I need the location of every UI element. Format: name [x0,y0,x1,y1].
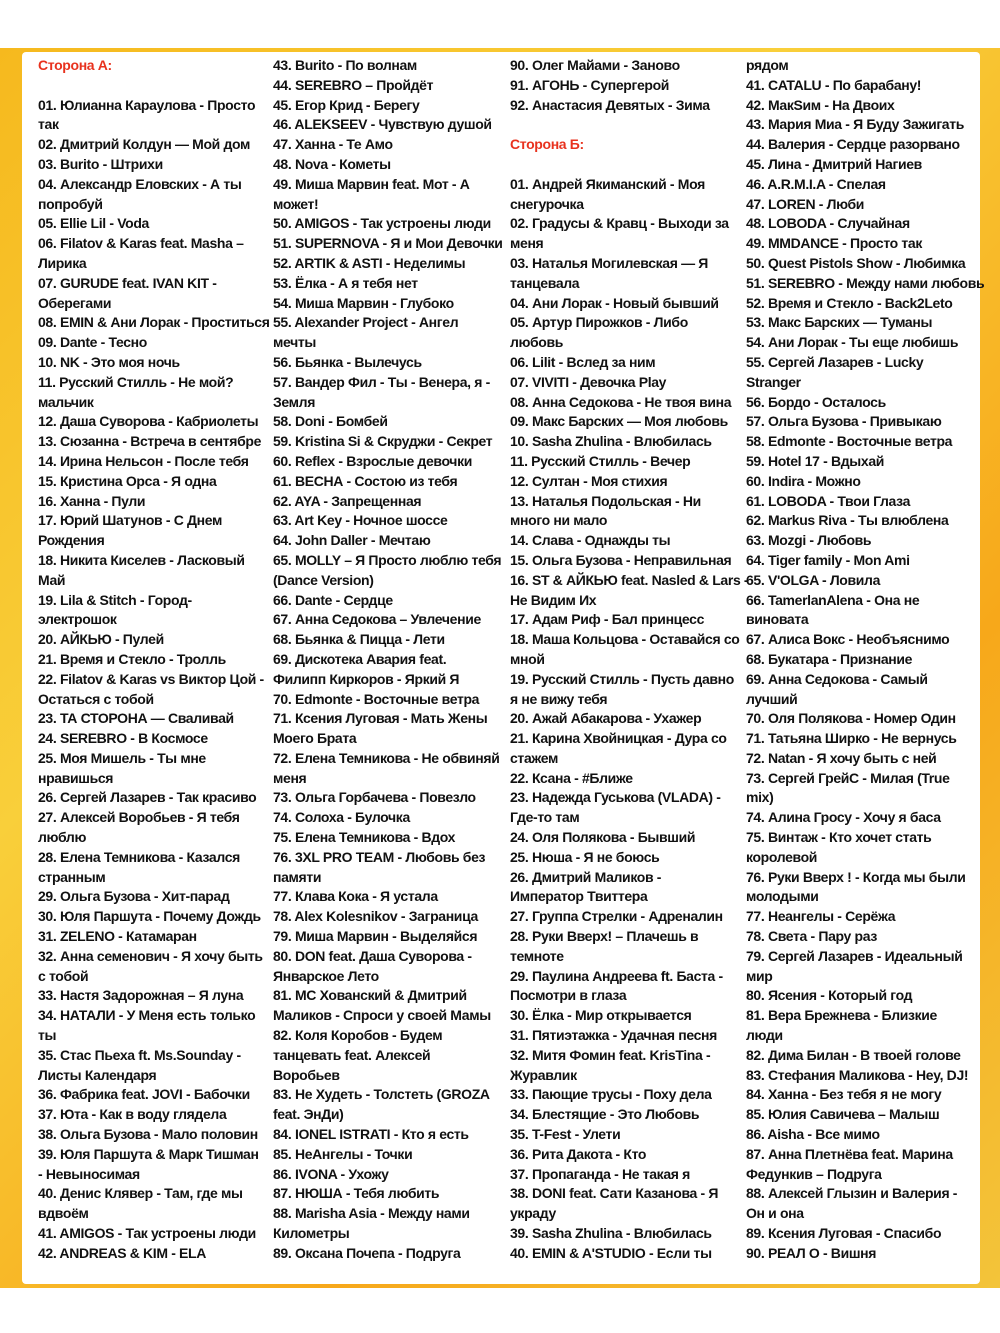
track-line: Федункив – Подруга [746,1165,882,1182]
track-line: 72. Елена Темникова - Не обвиняй [273,749,500,766]
track-line: 62. AYA - Запрещенная [273,492,422,509]
track-line: 64. Tiger family - Mon Ami [746,551,910,568]
track-line: 61. LOBODA - Твои Глаза [746,492,911,509]
track-line: 46. A.R.M.I.A - Спелая [746,175,886,192]
track-line: 73. Сергей ГрейС - Милая (True [746,769,950,786]
track-line: мир [746,967,773,984]
track-line: 91. АГОНЬ - Супергерой [510,76,670,93]
track-line: 49. Миша Марвин feat. Мот - А [273,175,470,192]
track-line: 37. Юта - Как в воду глядела [38,1106,227,1123]
track-line: 43. Мария Миа - Я Буду Зажигать [746,116,965,133]
track-line: 60. Reflex - Взрослые девочки [273,452,473,469]
track-line [510,115,740,135]
track-line: 13. Наталья Подольская - Ни [510,492,701,509]
track-line: 87. Анна Плетнёва feat. Марина [746,1145,953,1162]
track-line: 07. GURUDE feat. IVAN KIT - [38,274,217,291]
track-line: Воробьев [273,1066,340,1083]
track-line: Январское Лето [273,967,379,984]
track-line: 20. АЙКЬЮ - Пулей [38,631,164,648]
track-line: 48. LOBODA - Случайная [746,215,910,232]
track-line: электрошок [38,611,117,628]
track-line: Stranger [746,373,801,390]
track-line: 22. Filatov & Karas vs Виктор Цой - [38,670,264,687]
track-line: 25. Нюша - Я не боюсь [510,848,660,865]
track-line: 58. Edmonte - Восточные ветра [746,433,953,450]
track-line: Километры [273,1225,350,1242]
track-line: 74. Солоха - Булочка [273,809,410,826]
track-line: 83. Стефания Маликова - Hey, DJ! [746,1066,969,1083]
track-line: 14. Ирина Нельсон - После тебя [38,452,249,469]
track-line: Где-то там [510,809,580,826]
track-line: 11. Русский Стилль - Вечер [510,452,691,469]
track-line: мальчик [38,393,94,410]
track-line: 18. Маша Кольцова - Оставайся со [510,631,740,648]
track-line: 71. Ксения Луговая - Мать Жены [273,710,488,727]
track-line: Земля [273,393,316,410]
track-line: 21. Карина Хвойницкая - Дура со [510,730,727,747]
track-line: 33. Настя Задорожная – Я луна [38,987,244,1004]
track-line: 28. Елена Темникова - Казался [38,848,240,865]
tracklist-column-4 [746,56,986,1264]
track-line: 67. Алиса Вокс - Необъяснимо [746,631,950,648]
track-line: нравишься [38,769,114,786]
track-line: 34. Блестящие - Это Любовь [510,1106,700,1123]
track-line: 21. Время и Стекло - Тролль [38,650,226,667]
track-line: 42. ANDREAS & KIM - ELA [38,1244,207,1261]
track-line: 73. Ольга Горбачева - Повезло [273,789,476,806]
track-line: 40. Денис Клявер - Там, где мы [38,1185,243,1202]
track-line: 22. Ксана - #Ближе [510,769,633,786]
track-line: 03. Burito - Штрихи [38,155,163,172]
track-line: 66. TamerlanAlena - Она не [746,591,920,608]
track-line: 40. EMIN & A'STUDIO - Если ты [510,1244,712,1261]
track-line: 46. ALEKSEEV - Чувствую душой [273,116,492,133]
track-line: 10. Sasha Zhulina - Влюбилась [510,433,712,450]
track-line: 50. Quest Pistols Show - Любимка [746,254,966,271]
track-line: 89. Ксения Луговая - Спасибо [746,1225,942,1242]
track-line: 45. Лина - Дмитрий Нагиев [746,155,922,172]
track-line: виновата [746,611,809,628]
track-line [510,155,740,175]
track-line: 53. Ёлка - А я тебя нет [273,274,418,291]
track-line: 17. Адам Риф - Бал принцесс [510,611,705,628]
track-line: 11. Русский Стилль - Не мой? [38,373,234,390]
track-line: 24. Оля Полякова - Бывший [510,829,696,846]
track-line: 23. ТА СТОРОНА — Сваливай [38,710,234,727]
tracklist-column-1 [38,56,270,1264]
track-line: 18. Никита Киселев - Ласковый [38,551,245,568]
track-line: 03. Наталья Могилевская — Я [510,254,708,271]
track-line: 78. Света - Пару раз [746,928,877,945]
track-line: 30. Юля Паршута - Почему Дождь [38,908,261,925]
track-line: 47. Ханна - Те Амо [273,136,393,153]
track-line: 14. Слава - Однажды ты [510,532,671,549]
track-line: 52. ARTIK & ASTI - Неделимы [273,254,466,271]
track-line: 79. Миша Марвин - Выделяйся [273,928,478,945]
track-line: 63. Mozgi - Любовь [746,532,872,549]
track-line: 30. Ёлка - Мир открывается [510,1007,692,1024]
track-line: 36. Рита Дакота - Кто [510,1145,647,1162]
tracklist-column-3 [510,56,749,1264]
track-line: 84. Ханна - Без тебя я не могу [746,1086,942,1103]
track-line: Остаться с тобой [38,690,154,707]
track-line: 51. SUPERNOVA - Я и Мои Девочки [273,235,503,252]
track-line: Он и она [746,1205,804,1222]
track-line: 55. Сергей Лазарев - Lucky [746,353,924,370]
track-line: 27. Алексей Воробьев - Я тебя [38,809,240,826]
track-line: 88. Алексей Глызин и Валерия - [746,1185,958,1202]
track-line: 06. Filatov & Karas feat. Masha – [38,235,244,252]
track-line: любовь [510,334,563,351]
track-line: 62. Markus Riva - Ты влюблена [746,512,949,529]
track-line: 29. Ольга Бузова - Хит-парад [38,888,230,905]
track-line: 41. CATALU - По барабану! [746,76,922,93]
track-line: Моего Брата [273,730,357,747]
track-line: 48. Nova - Кометы [273,155,391,172]
track-line: 32. Анна семенович - Я хочу быть [38,947,263,964]
track-line: 90. Олег Майами - Заново [510,57,680,73]
tracklist-column-2 [273,56,501,1264]
track-line: 81. Вера Брежнева - Близкие [746,1007,937,1024]
track-line: 59. Hotel 17 - Вдыхай [746,452,885,469]
track-line: 04. Ани Лорак - Новый бывший [510,294,719,311]
track-line: 76. 3XL PRO TEAM - Любовь без [273,848,486,865]
track-line: 07. VIVITI - Девочка Play [510,373,667,390]
track-line: - Невыносимая [38,1165,140,1182]
track-line: 70. Оля Полякова - Номер Один [746,710,956,727]
track-line: 15. Кристина Орса - Я одна [38,472,217,489]
track-line: 15. Ольга Бузова - Неправильная [510,551,732,568]
track-line: Листы Календаря [38,1066,157,1083]
track-line: 66. Dante - Сердце [273,591,393,608]
track-line: Император Твиттера [510,888,648,905]
track-line: 17. Юрий Шатунов - С Днем [38,512,222,529]
track-line: люди [746,1027,783,1044]
track-line: 78. Alex Kolesnikov - Заграница [273,908,478,925]
track-line: 72. Natan - Я хочу быть с ней [746,749,937,766]
track-line: 19. Русский Стилль - Пусть давно [510,670,734,687]
track-line: 74. Алина Гросу - Хочу я баса [746,809,941,826]
track-line: 88. Marisha Asia - Между нами [273,1205,470,1222]
track-line: 61. ВЕСНА - Состою из тебя [273,472,458,489]
track-line: 16. Ханна - Пули [38,492,146,509]
track-line: Рождения [38,532,105,549]
track-line: 57. Ольга Бузова - Привыкаю [746,413,942,430]
track-line: 77. Клава Кока - Я устала [273,888,438,905]
track-line: может! [273,195,319,212]
track-line: 19. Lila & Stitch - Город- [38,591,192,608]
track-line: 49. MMDANCE - Просто так [746,235,923,252]
track-line: 33. Пающие трусы - Поху дела [510,1086,712,1103]
track-line: вдвоём [38,1205,89,1222]
track-line: 44. SEREBRO – Пройдёт [273,76,434,93]
track-line: 35. T-Fest - Улети [510,1126,621,1143]
track-line: 59. Kristina Si & Скруджи - Секрет [273,433,493,450]
track-line: 45. Егор Крид - Берегу [273,96,420,113]
track-line: 50. AMIGOS - Так устроены люди [273,215,491,232]
track-line: 32. Митя Фомин feat. KrisTina - [510,1046,711,1063]
track-line: 60. Indira - Можно [746,472,861,489]
track-line: так [38,116,59,133]
track-line: 65. V'OLGA - Ловила [746,571,880,588]
track-line: 26. Сергей Лазарев - Так красиво [38,789,257,806]
track-line: 58. Doni - Бомбей [273,413,388,430]
track-line: 75. Елена Темникова - Вдох [273,829,456,846]
track-line: 85. Юлия Савичева – Малыш [746,1106,940,1123]
track-line: лучший [746,690,798,707]
track-line: 57. Вандер Фил - Ты - Венера, я - [273,373,490,390]
track-line: 05. Артур Пирожков - Либо [510,314,688,331]
track-line: Не Видим Их [510,591,597,608]
track-line: меня [510,235,544,252]
track-line: 68. Бьянка & Пицца - Лети [273,631,445,648]
track-line: 55. Alexander Project - Ангел [273,314,459,331]
track-line: 39. Юля Паршута & Марк Тишман [38,1145,259,1162]
track-line: танцевала [510,274,580,291]
track-line: 10. NK - Это моя ночь [38,353,180,370]
track-line: 43. Burito - По волнам [273,57,417,73]
track-line: 54. Миша Марвин - Глубоко [273,294,454,311]
track-line: ты [38,1027,57,1044]
track-line: 29. Паулина Андреева ft. Баста - [510,967,723,984]
track-line: 04. Александр Еловских - А ты [38,175,242,192]
track-line: я не вижу тебя [510,690,608,707]
track-line: 38. DONI feat. Сати Казанова - Я [510,1185,719,1202]
track-line: 16. ST & АЙКЬЮ feat. Nasled & Lars - [510,571,749,588]
track-line: мечты [273,334,316,351]
track-line: 82. Коля Коробов - Будем [273,1027,443,1044]
track-line: 47. LOREN - Люби [746,195,865,212]
track-line: 76. Руки Вверх ! - Когда мы были [746,868,966,885]
track-line: 31. ZELENO - Катамаран [38,928,197,945]
track-line: 85. НеАнгелы - Точки [273,1145,413,1162]
track-line: 09. Dante - Тесно [38,334,147,351]
track-line: 56. Бьянка - Вылечусь [273,353,422,370]
track-line: 08. EMIN & Ани Лорак - Проститься [38,314,270,331]
track-line: 83. Не Худеть - Толстеть (GROZA [273,1086,490,1103]
track-line: mix) [746,789,774,806]
track-line: 02. Дмитрий Колдун — Мой дом [38,136,251,153]
track-line: 44. Валерия - Сердце разорвано [746,136,960,153]
track-line: 42. МакSим - На Двоих [746,96,895,113]
track-line: 05. Ellie Lil - Voda [38,215,149,232]
track-line: 77. Неангелы - Серёжа [746,908,896,925]
track-line: попробуй [38,195,103,212]
track-line: 86. Aisha - Все мимо [746,1126,880,1143]
track-line: странным [38,868,106,885]
track-line: стажем [510,749,559,766]
track-line: 79. Сергей Лазарев - Идеальный [746,947,963,964]
track-line: Оберегами [38,294,112,311]
track-line: 35. Стас Пьеха ft. Ms.Sounday - [38,1046,241,1063]
track-line: 82. Дима Билан - В твоей голове [746,1046,961,1063]
track-line: украду [510,1205,556,1222]
track-line: (Dance Version) [273,571,374,588]
track-line: 13. Сюзанна - Встреча в сентябре [38,433,261,450]
track-line: 08. Анна Седокова - Не твоя вина [510,393,732,410]
track-line: 80. DON feat. Даша Суворова - [273,947,472,964]
track-line: 51. SEREBRO - Между нами любовь [746,274,985,291]
side-heading: Сторона Б: [510,136,584,153]
track-line: с тобой [38,967,89,984]
track-line: 63. Art Key - Ночное шоссе [273,512,448,529]
track-line: 36. Фабрика feat. JOVI - Бабочки [38,1086,250,1103]
track-line: 81. MC Хованский & Дмитрий [273,987,467,1004]
track-line: люблю [38,829,87,846]
track-line: мной [510,650,545,667]
track-line: 24. SEREBRO - В Космосе [38,730,208,747]
track-line: 69. Анна Седокова - Самый [746,670,928,687]
track-line: 37. Пропаганда - Не такая я [510,1165,690,1182]
track-line: 52. Время и Стекло - Back2Leto [746,294,953,311]
track-line [38,76,263,96]
track-line: 02. Градусы & Кравц - Выходи за [510,215,729,232]
track-line: 25. Моя Мишель - Ты мне [38,749,206,766]
track-line: 53. Макс Барских — Туманы [746,314,933,331]
track-line: 67. Анна Седокова – Увлечение [273,611,481,628]
track-line: 09. Макс Барских — Моя любовь [510,413,728,430]
track-line: 06. Lilit - Вслед за ним [510,353,656,370]
track-line: 01. Андрей Якиманский - Моя [510,175,705,192]
track-line: 27. Группа Стрелки - Адреналин [510,908,723,925]
track-line: 39. Sasha Zhulina - Влюбилась [510,1225,712,1242]
track-line: 28. Руки Вверх! – Плачешь в [510,928,699,945]
track-line: 90. РЕАЛ О - Вишня [746,1244,877,1261]
track-line: 41. AMIGOS - Так устроены люди [38,1225,256,1242]
track-line: 54. Ани Лорак - Ты еще любишь [746,334,959,351]
track-line: Май [38,571,66,588]
track-line: 20. Ажай Абакарова - Ухажер [510,710,702,727]
track-line: рядом [746,57,789,73]
track-line: Маликов - Спроси у своей Мамы [273,1007,491,1024]
track-line: снегурочка [510,195,584,212]
track-line: 26. Дмитрий Маликов - [510,868,662,885]
track-line: 70. Edmonte - Восточные ветра [273,690,480,707]
track-line: много ни мало [510,512,608,529]
track-line: 12. Даша Суворова - Кабриолеты [38,413,259,430]
track-line: королевой [746,848,818,865]
track-line: 23. Надежда Гуськова (VLADA) - [510,789,721,806]
track-line: 34. НАТАЛИ - У Меня есть только [38,1007,256,1024]
track-line: 71. Татьяна Ширко - Не вернусь [746,730,957,747]
track-line: 84. IONEL ISTRATI - Кто я есть [273,1126,469,1143]
track-line: Журавлик [510,1066,577,1083]
track-line: 56. Бордо - Осталось [746,393,886,410]
track-line: 80. Ясения - Который год [746,987,913,1004]
track-line: молодыми [746,888,819,905]
track-line: 87. НЮША - Тебя любить [273,1185,440,1202]
track-line: 01. Юлианна Караулова - Просто [38,96,256,113]
track-line: Филипп Киркоров - Яркий Я [273,670,460,687]
track-line: Посмотри в глаза [510,987,627,1004]
track-line: Лирика [38,254,87,271]
track-line: 68. Букатара - Признание [746,650,913,667]
track-line: 75. Винтаж - Кто хочет стать [746,829,932,846]
track-line: 31. Пятиэтажка - Удачная песня [510,1027,717,1044]
track-line: 89. Оксана Почепа - Подруга [273,1244,461,1261]
track-line: 69. Дискотека Авария feat. [273,650,447,667]
track-line: танцевать feat. Алексей [273,1046,431,1063]
track-line: меня [273,769,307,786]
track-line: 65. MOLLY – Я Просто люблю тебя [273,551,502,568]
track-line: 12. Султан - Моя стихия [510,472,668,489]
track-line: 38. Ольга Бузова - Мало половин [38,1126,258,1143]
track-line: темноте [510,947,564,964]
track-line: feat. ЭнДи) [273,1106,344,1123]
track-line: 64. John Daller - Мечтаю [273,532,431,549]
track-line: 86. IVONA - Ухожу [273,1165,389,1182]
track-line: памяти [273,868,322,885]
track-line: 92. Анастасия Девятых - Зима [510,96,710,113]
side-heading: Сторона А: [38,57,112,73]
